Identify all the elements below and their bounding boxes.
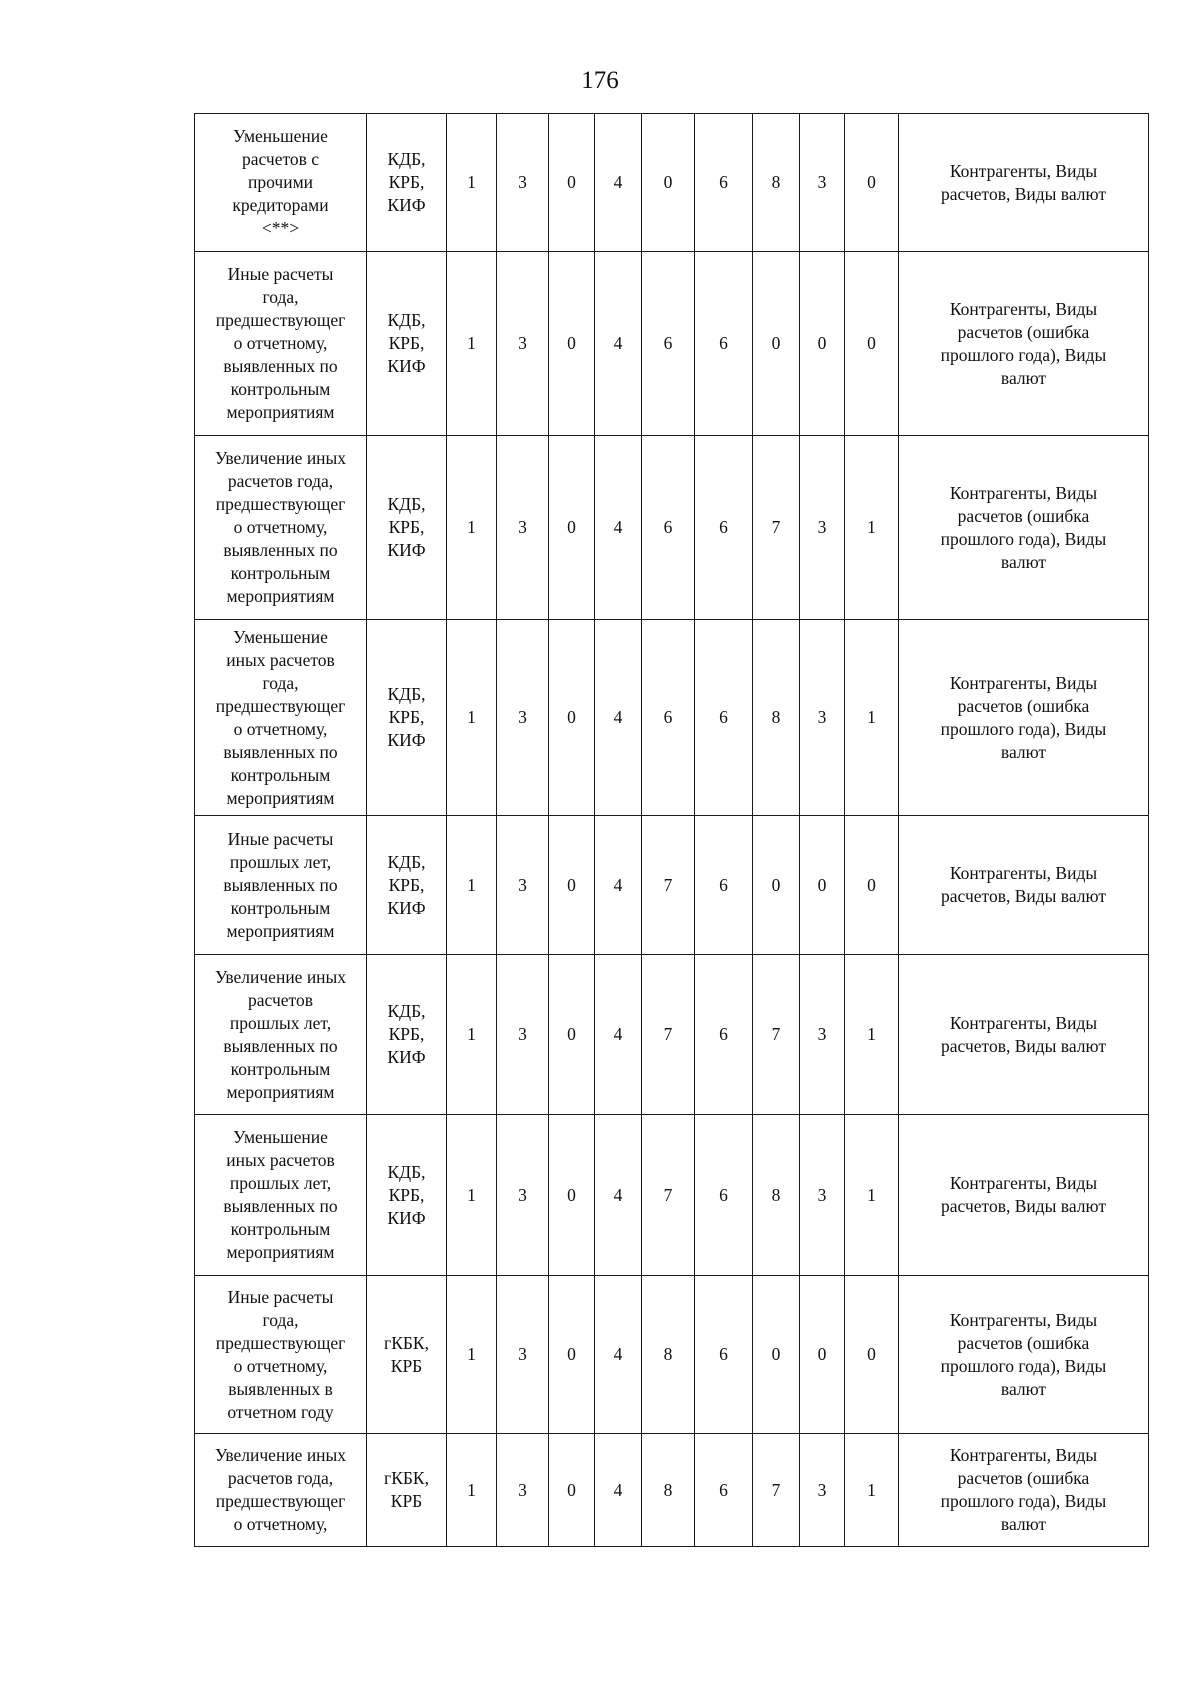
account-digit-text: 3: [518, 874, 527, 895]
account-digit-text: 4: [613, 1344, 623, 1364]
account-digit: [497, 114, 549, 252]
account-digit: [595, 252, 642, 436]
account-digit-text: 0: [867, 172, 876, 192]
account-digit-text: 6: [719, 1344, 728, 1364]
table-row: [195, 1434, 1149, 1547]
table-body: [195, 114, 1149, 1547]
account-digit-text: 0: [567, 517, 576, 537]
account-digit: [549, 1276, 595, 1434]
account-digit: [642, 252, 695, 436]
account-digit-text: 4: [613, 333, 623, 353]
account-digit: [753, 1115, 800, 1276]
operation-description-text: Иные расчеты года, предшествующег о отчетному, выявленных в отчетном году: [215, 1286, 346, 1422]
account-digit: [447, 816, 497, 955]
analytics-description: [899, 620, 1149, 816]
table-row: [195, 1115, 1149, 1276]
analytics-description-text: Контрагенты, Виды расчетов (ошибка прошлого года), Виды валют: [940, 1445, 1107, 1534]
account-digit: [497, 1276, 549, 1434]
accounts-table: [194, 113, 1149, 1547]
account-digit: [642, 955, 695, 1115]
account-digit: [695, 620, 753, 816]
account-digit-text: 1: [867, 1024, 876, 1044]
account-digit-text: 0: [771, 1344, 781, 1364]
source-code: [367, 955, 447, 1115]
account-digit: [549, 1115, 595, 1276]
account-digit: [845, 436, 899, 620]
operation-description: [195, 252, 367, 436]
account-digit: [549, 1434, 595, 1547]
account-digit-text: 4: [613, 707, 623, 727]
account-digit-text: 4: [613, 172, 623, 192]
source-code: [367, 436, 447, 620]
account-digit: [753, 816, 800, 955]
account-digit-text: 1: [867, 707, 876, 727]
account-digit: [800, 1115, 845, 1276]
table-row: [195, 816, 1149, 955]
account-digit-text: 0: [867, 1344, 876, 1364]
account-digit-text: 0: [567, 172, 576, 192]
account-digit: [497, 620, 549, 816]
table-row: [195, 620, 1149, 816]
account-digit-text: 7: [663, 1184, 673, 1205]
account-digit-text: 0: [867, 874, 876, 895]
account-digit: [595, 955, 642, 1115]
account-digit-text: 6: [719, 333, 728, 353]
account-digit: [845, 955, 899, 1115]
account-digit: [497, 955, 549, 1115]
account-digit: [845, 1115, 899, 1276]
source-code: [367, 1434, 447, 1547]
account-digit: [753, 620, 800, 816]
analytics-description-text: Контрагенты, Виды расчетов (ошибка прошлого года), Виды валют: [940, 298, 1107, 388]
account-digit: [845, 1434, 899, 1547]
account-digit: [695, 1276, 753, 1434]
account-digit-text: 6: [663, 333, 673, 353]
account-digit-text: 6: [663, 707, 673, 727]
account-digit-text: 3: [518, 1344, 527, 1364]
source-code: [367, 1115, 447, 1276]
analytics-description-text: Контрагенты, Виды расчетов, Виды валют: [941, 160, 1106, 204]
account-digit-text: 3: [518, 1479, 527, 1500]
operation-description: [195, 1276, 367, 1434]
operation-description: [195, 955, 367, 1115]
account-digit-text: 1: [467, 1479, 476, 1500]
source-code-text: КДБ, КРБ, КИФ: [387, 149, 426, 215]
operation-description: [195, 1115, 367, 1276]
analytics-description-text: Контрагенты, Виды расчетов (ошибка прошлого года), Виды валют: [940, 672, 1107, 762]
account-digit: [497, 1115, 549, 1276]
account-digit-text: 3: [518, 517, 527, 537]
account-digit: [845, 252, 899, 436]
source-code-text: гКБК, КРБ: [384, 1332, 429, 1376]
source-code-text: КДБ, КРБ, КИФ: [387, 1161, 426, 1228]
account-digit: [695, 1434, 753, 1547]
account-digit: [695, 1115, 753, 1276]
account-digit: [753, 436, 800, 620]
account-digit: [595, 1276, 642, 1434]
account-digit: [447, 1115, 497, 1276]
operation-description-text: Увеличение иных расчетов года, предшествующег о отчетному,: [214, 1445, 347, 1534]
account-digit: [800, 620, 845, 816]
account-digit-text: 7: [771, 517, 781, 537]
source-code: [367, 816, 447, 955]
account-digit-text: 6: [719, 1184, 728, 1205]
account-digit-text: 3: [518, 333, 527, 353]
account-digit-text: 1: [467, 333, 476, 353]
account-digit: [549, 816, 595, 955]
account-digit: [800, 1276, 845, 1434]
source-code-text: КДБ, КРБ, КИФ: [387, 310, 426, 376]
account-digit-text: 3: [817, 1024, 827, 1044]
account-digit-text: 0: [567, 707, 576, 727]
account-digit: [447, 436, 497, 620]
table-row: [195, 436, 1149, 620]
account-digit-text: 6: [719, 172, 728, 192]
account-digit: [753, 955, 800, 1115]
account-digit: [447, 955, 497, 1115]
analytics-description-text: Контрагенты, Виды расчетов, Виды валют: [941, 863, 1106, 906]
operation-description-text: Уменьшение расчетов с прочими кредиторами <**>: [232, 126, 329, 238]
account-digit-text: 3: [518, 172, 527, 192]
account-digit: [549, 114, 595, 252]
account-digit: [549, 955, 595, 1115]
table-row: [195, 252, 1149, 436]
operation-description-text: Увеличение иных расчетов прошлых лет, выявленных по контрольным мероприятиям: [214, 966, 347, 1102]
account-digit-text: 0: [817, 874, 827, 895]
account-digit-text: 1: [867, 1184, 876, 1205]
account-digit-text: 8: [771, 172, 781, 192]
account-digit-text: 7: [771, 1479, 781, 1500]
analytics-description: [899, 816, 1149, 955]
account-digit-text: 6: [719, 517, 728, 537]
account-digit: [447, 620, 497, 816]
analytics-description-text: Контрагенты, Виды расчетов (ошибка прошлого года), Виды валют: [940, 482, 1107, 572]
account-digit-text: 6: [663, 517, 673, 537]
account-digit-text: 3: [817, 517, 827, 537]
account-digit: [595, 436, 642, 620]
account-digit: [497, 1434, 549, 1547]
account-digit-text: 0: [817, 333, 827, 353]
source-code: [367, 620, 447, 816]
account-digit-text: 4: [613, 1479, 623, 1500]
account-digit-text: 3: [817, 172, 827, 192]
analytics-description: [899, 955, 1149, 1115]
account-digit: [595, 114, 642, 252]
account-digit-text: 0: [771, 874, 781, 895]
account-digit-text: 1: [867, 1479, 876, 1500]
account-digit-text: 7: [663, 874, 673, 895]
account-digit: [642, 1276, 695, 1434]
account-digit-text: 0: [567, 1479, 576, 1500]
account-digit-text: 8: [663, 1479, 673, 1500]
account-digit: [497, 252, 549, 436]
account-digit-text: 6: [719, 1479, 728, 1500]
account-digit: [549, 252, 595, 436]
account-digit: [800, 252, 845, 436]
account-digit: [549, 620, 595, 816]
account-digit-text: 0: [567, 1344, 576, 1364]
table-row: [195, 955, 1149, 1115]
account-digit-text: 8: [771, 707, 781, 727]
source-code: [367, 114, 447, 252]
account-digit: [695, 955, 753, 1115]
account-digit: [642, 114, 695, 252]
account-digit-text: 4: [613, 1024, 623, 1044]
account-digit-text: 3: [518, 707, 527, 727]
account-digit: [753, 1276, 800, 1434]
operation-description-text: Иные расчеты прошлых лет, выявленных по контрольным мероприятиям: [223, 828, 338, 941]
account-digit: [447, 252, 497, 436]
account-digit-text: 6: [719, 874, 728, 895]
page-number: 176: [581, 67, 619, 94]
account-digit: [642, 1434, 695, 1547]
account-digit: [595, 620, 642, 816]
account-digit: [695, 252, 753, 436]
account-digit: [845, 816, 899, 955]
account-digit: [845, 1276, 899, 1434]
account-digit: [800, 955, 845, 1115]
account-digit-text: 0: [771, 333, 781, 353]
account-digit: [845, 620, 899, 816]
analytics-description: [899, 1115, 1149, 1276]
account-digit: [800, 1434, 845, 1547]
operation-description-text: Иные расчеты года, предшествующег о отчетному, выявленных по контрольным мероприятиям: [215, 264, 346, 422]
analytics-description-text: Контрагенты, Виды расчетов, Виды валют: [941, 1012, 1106, 1056]
account-digit: [447, 1434, 497, 1547]
account-digit: [497, 816, 549, 955]
source-code-text: КДБ, КРБ, КИФ: [387, 494, 426, 560]
source-code-text: КДБ, КРБ, КИФ: [387, 851, 426, 918]
account-digit-text: 1: [467, 1344, 476, 1364]
account-digit-text: 0: [867, 333, 876, 353]
operation-description: [195, 816, 367, 955]
account-digit-text: 0: [567, 874, 576, 895]
account-digit-text: 3: [817, 1479, 827, 1500]
account-digit-text: 1: [467, 1184, 476, 1205]
account-digit-text: 1: [467, 172, 476, 192]
account-digit-text: 8: [771, 1184, 781, 1205]
analytics-description: [899, 1434, 1149, 1547]
account-digit-text: 3: [518, 1024, 527, 1044]
operation-description: [195, 114, 367, 252]
operation-description: [195, 620, 367, 816]
source-code-text: гКБК, КРБ: [384, 1468, 429, 1511]
account-digit: [800, 816, 845, 955]
source-code-text: КДБ, КРБ, КИФ: [387, 1001, 426, 1067]
account-digit: [549, 436, 595, 620]
account-digit: [642, 436, 695, 620]
account-digit-text: 3: [817, 1184, 827, 1205]
account-digit: [695, 436, 753, 620]
source-code: [367, 252, 447, 436]
account-digit-text: 4: [613, 874, 623, 895]
account-digit: [753, 114, 800, 252]
account-digit: [497, 436, 549, 620]
account-digit: [753, 252, 800, 436]
account-digit: [753, 1434, 800, 1547]
account-digit: [642, 816, 695, 955]
account-digit: [800, 436, 845, 620]
source-code: [367, 1276, 447, 1434]
table-row: [195, 1276, 1149, 1434]
analytics-description: [899, 1276, 1149, 1434]
account-digit-text: 0: [567, 1184, 576, 1205]
operation-description-text: Уменьшение иных расчетов года, предшествующег о отчетному, выявленных по контрольным мероприятиям: [215, 626, 346, 808]
account-digit-text: 6: [719, 707, 728, 727]
account-digit-text: 0: [663, 172, 673, 192]
account-digit: [642, 620, 695, 816]
account-digit-text: 8: [663, 1344, 673, 1364]
account-digit: [595, 816, 642, 955]
account-digit: [800, 114, 845, 252]
account-digit: [845, 114, 899, 252]
account-digit-text: 7: [771, 1024, 781, 1044]
account-digit-text: 4: [613, 1184, 623, 1205]
account-digit: [695, 816, 753, 955]
account-digit: [595, 1434, 642, 1547]
account-digit-text: 1: [467, 1024, 476, 1044]
account-digit-text: 1: [467, 517, 476, 537]
account-digit-text: 4: [613, 517, 623, 537]
analytics-description: [899, 436, 1149, 620]
account-digit-text: 6: [719, 1024, 728, 1044]
account-digit-text: 1: [867, 517, 876, 537]
account-digit-text: 0: [567, 333, 576, 353]
account-digit-text: 3: [518, 1184, 527, 1205]
account-digit: [447, 114, 497, 252]
account-digit-text: 0: [567, 1024, 576, 1044]
account-digit-text: 0: [817, 1344, 827, 1364]
account-digit: [695, 114, 753, 252]
analytics-description-text: Контрагенты, Виды расчетов (ошибка прошлого года), Виды валют: [940, 1309, 1107, 1399]
account-digit-text: 1: [467, 874, 476, 895]
operation-description: [195, 1434, 367, 1547]
analytics-description-text: Контрагенты, Виды расчетов, Виды валют: [941, 1173, 1106, 1216]
operation-description-text: Уменьшение иных расчетов прошлых лет, выявленных по контрольным мероприятиям: [223, 1127, 338, 1262]
account-digit: [595, 1115, 642, 1276]
account-digit-text: 3: [817, 707, 827, 727]
account-digit-text: 7: [663, 1024, 673, 1044]
operation-description-text: Увеличение иных расчетов года, предшествующег о отчетному, выявленных по контрольным мероприятиям: [214, 448, 347, 606]
analytics-description: [899, 114, 1149, 252]
table-row: [195, 114, 1149, 252]
account-digit-text: 1: [467, 707, 476, 727]
operation-description: [195, 436, 367, 620]
account-digit: [642, 1115, 695, 1276]
account-digit: [447, 1276, 497, 1434]
analytics-description: [899, 252, 1149, 436]
source-code-text: КДБ, КРБ, КИФ: [387, 684, 426, 750]
